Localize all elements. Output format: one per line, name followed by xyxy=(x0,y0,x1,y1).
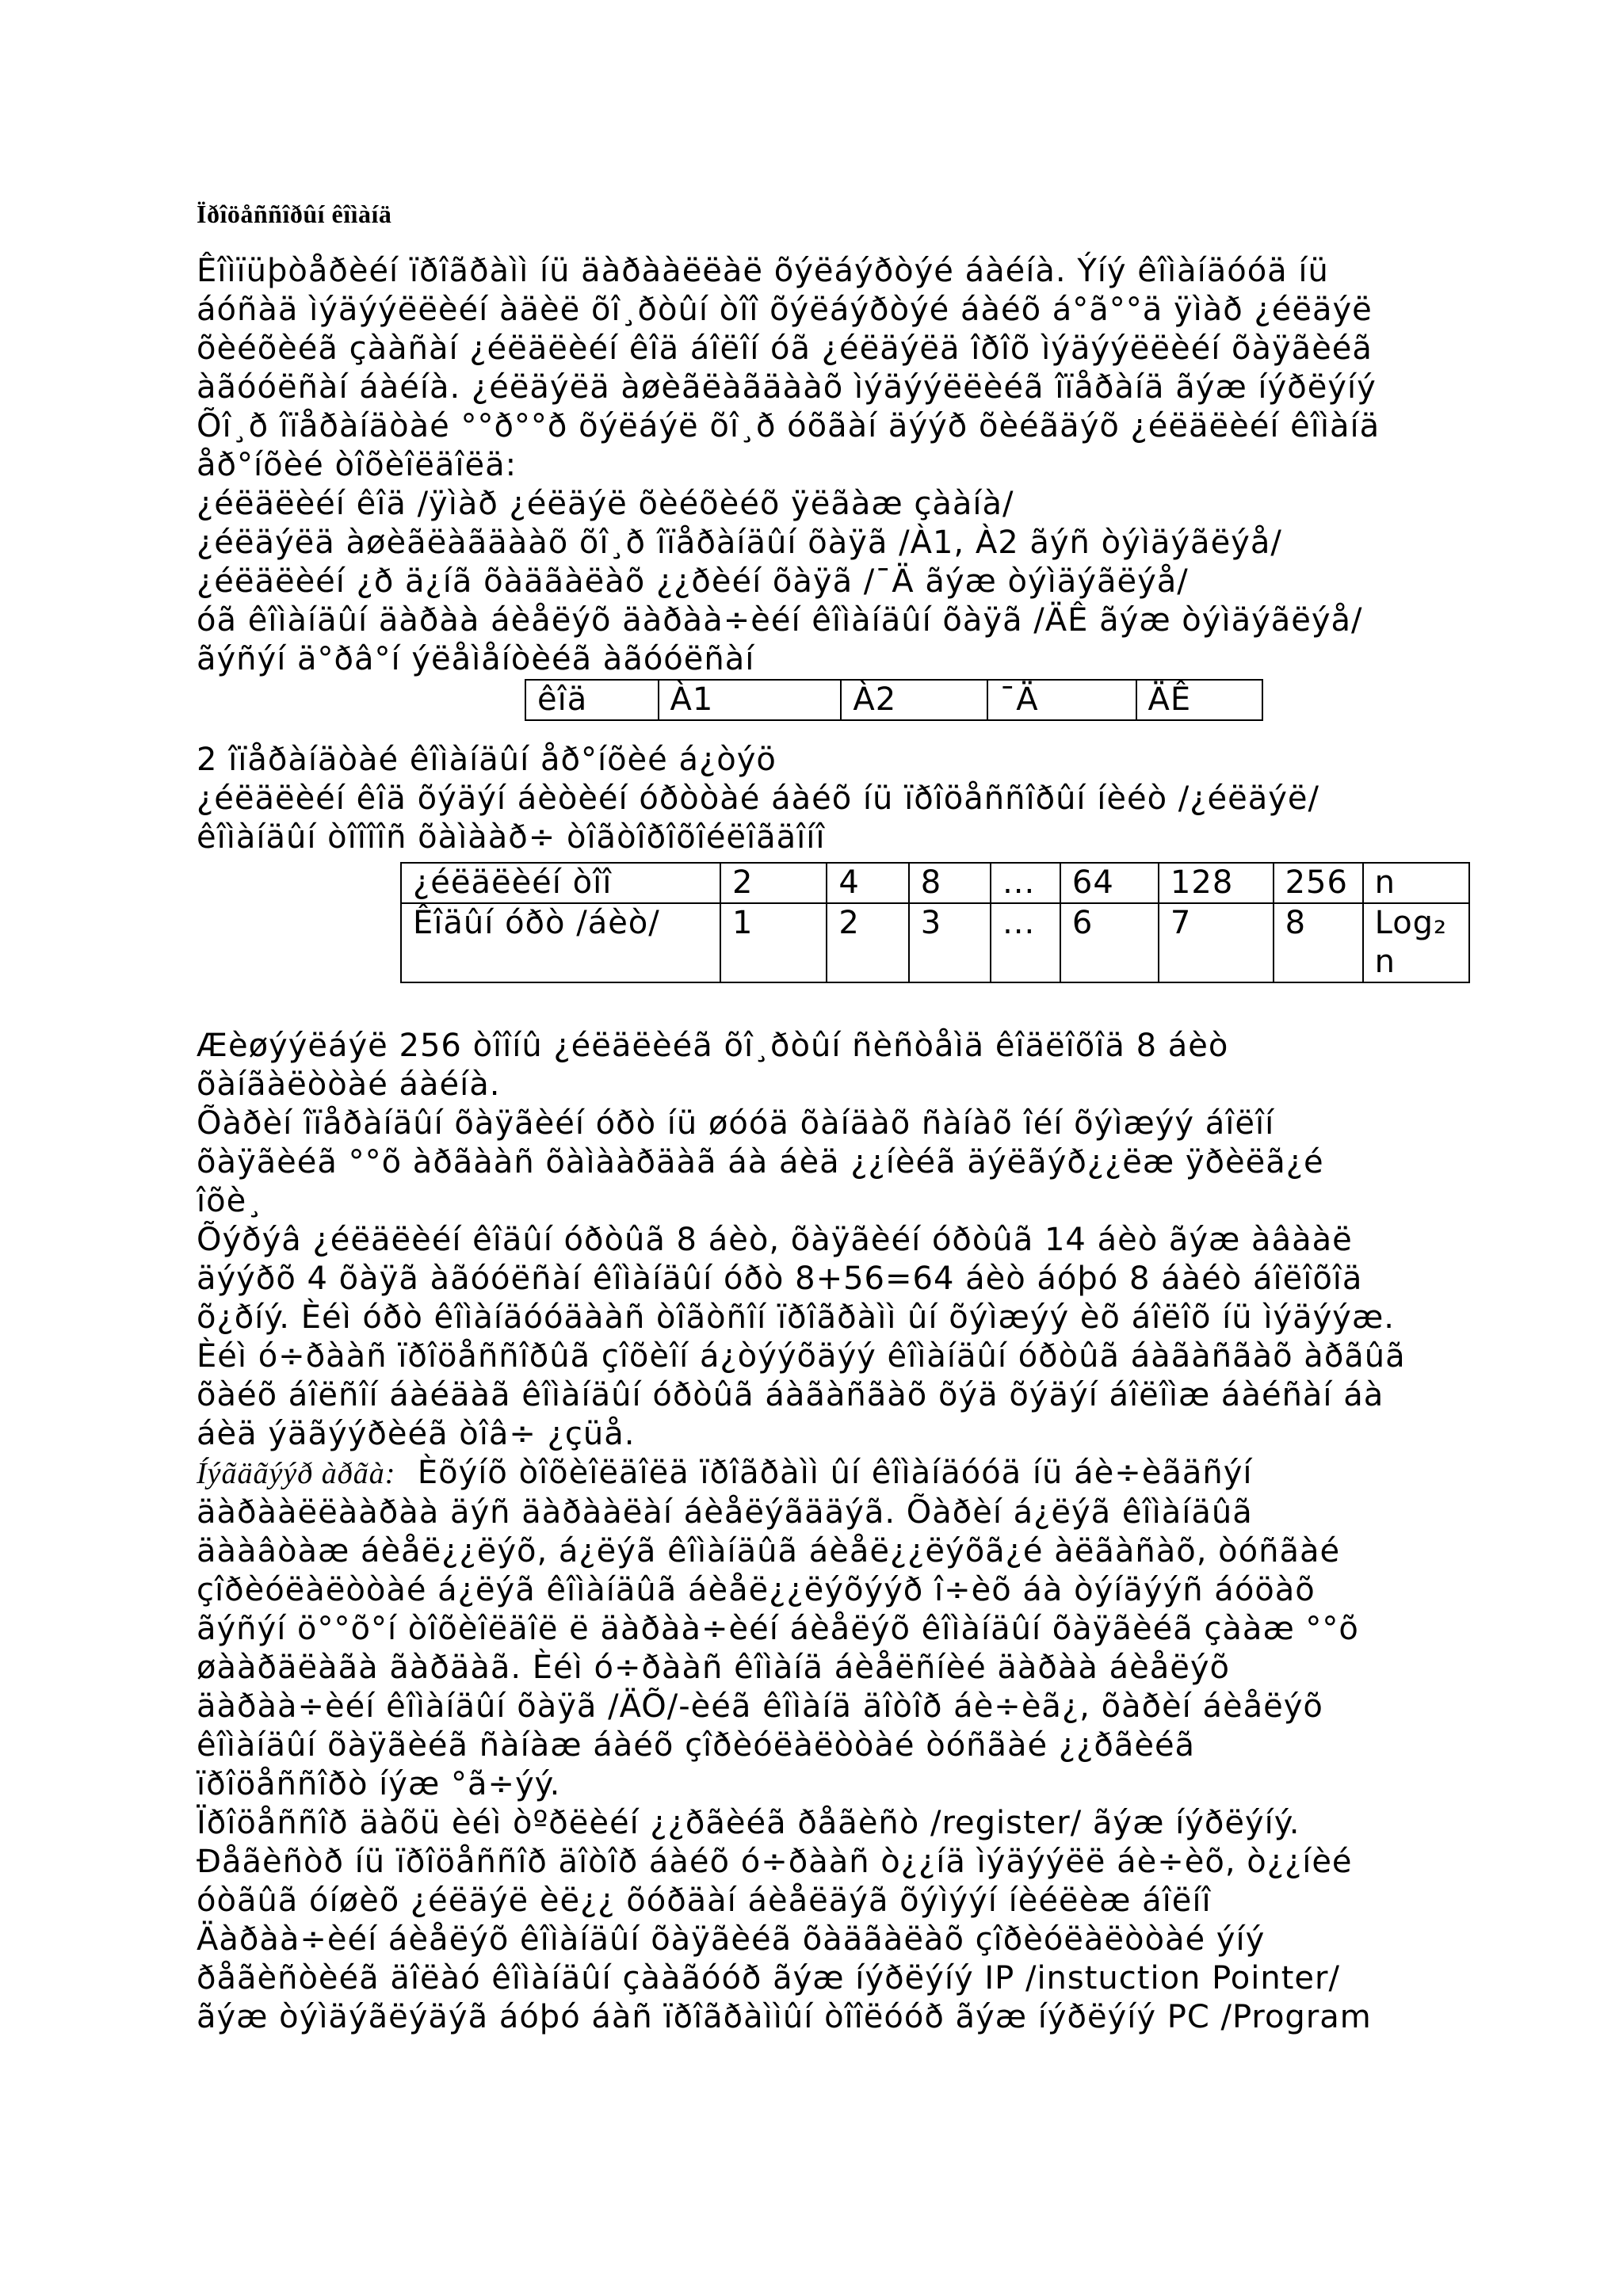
table-cell: 2 xyxy=(827,903,908,982)
paragraph-instructions-intro xyxy=(197,252,1536,679)
table-row xyxy=(401,863,1469,903)
text-line: ¿éëäëèéí êîä õýäýí áèòèéí óðòòàé áàéõ íü ïðîöåññîðûí íèéò /¿éëäýë/ xyxy=(197,780,1319,817)
text-line: ¿éëäëèéí ¿ð ä¿íã õàäãàëàõ ¿¿ðèéí õàÿã /¯Ä ãýæ òýìäýãëýå/ xyxy=(197,563,1189,600)
text-line: Ïðîöåññîð äàõü èéì òºðëèéí ¿¿ðãèéã ðåãèñò /register/ ãýæ íýðëýíý. xyxy=(197,1805,1300,1841)
table-cell: 6 xyxy=(1060,903,1159,982)
table-cell: 128 xyxy=(1159,863,1274,903)
text-line: îõè¸ xyxy=(197,1183,264,1219)
table-cell: ÄÊ xyxy=(1136,680,1262,720)
text-line: äàðàà÷èéí êîìàíäûí õàÿã /ÄÕ/-èéã êîìàíä äîòîð áè÷èã¿, õàðèí áèåëýõ xyxy=(197,1688,1323,1725)
text-line: Õàðèí îïåðàíäûí õàÿãèéí óðò íü øóóä õàíäàõ ñàíàõ îéí õýìæýý áîëîí xyxy=(197,1105,1275,1142)
text-line: õàíãàëòòàé áàéíà. xyxy=(197,1066,501,1103)
text-line: Æèøýýëáýë 256 òîîíû ¿éëäëèéã õî¸ðòûí ñèñòåìä êîäëîõîä 8 áèò xyxy=(197,1028,1229,1064)
text-line: êîìàíäûí õàÿãèéã ñàíàæ áàéõ çîðèóëàëòòàé òóñãàé ¿¿ðãèéã xyxy=(197,1727,1196,1764)
page-title: Ïðîöåññîðûí êîìàíä xyxy=(197,200,392,228)
table-cell: Log₂ n xyxy=(1363,903,1469,982)
table-cell: 2 xyxy=(720,863,827,903)
text-line: Êîìïüþòåðèéí ïðîãðàìì íü äàðààëëàë õýëáýðòýé áàéíà. Ýíý êîìàíäóóä íü xyxy=(197,253,1329,289)
text-line: áèä ýäãýýðèéã òîâ÷ ¿çüå. xyxy=(197,1416,636,1452)
text-line: õàéõ áîëñîí áàéäàã êîìàíäûí óðòûã áàãàñãàõ õýä õýäýí áîëîìæ áàéñàí áà xyxy=(197,1377,1384,1413)
text-line: õàÿãèéã °°õ àðãààñ õàìààðäàã áà áèä ¿¿íèéã äýëãýð¿¿ëæ ÿðèëã¿é xyxy=(197,1144,1324,1180)
text-line: ¿éëäëèéí êîä /ÿìàð ¿éëäýë õèéõèéõ ÿëãàæ çààíà/ xyxy=(197,486,1014,522)
text-line: Õýðýâ ¿éëäëèéí êîäûí óðòûã 8 áèò, õàÿãèéí óðòûã 14 áèò ãýæ àâààë xyxy=(197,1222,1353,1258)
text-line: äýýðõ 4 õàÿã àãóóëñàí êîìàíäûí óðò 8+56=64 áèò áóþó 8 áàéò áîëîõîä xyxy=(197,1261,1363,1297)
text-line: äààâòàæ áèåë¿¿ëýõ, á¿ëýã êîìàíäûã áèåë¿¿ëýõã¿é àëãàñàõ, òóñãàé xyxy=(197,1533,1341,1569)
text-line: áóñàä ìýäýýëëèéí àäèë õî¸ðòûí òîî õýëáýðòýé áàéõ á°ã°°ä ÿìàð ¿éëäýë xyxy=(197,292,1373,328)
text-line: øààðäëàãà ãàðäàã. Èéì ó÷ðààñ êîìàíä áèåëñíèé äàðàà áèåëýõ xyxy=(197,1650,1231,1686)
table-cell: 8 xyxy=(1274,903,1363,982)
text-line: ðåãèñòèéã äîëàó êîìàíäûí çààãóóð ãýæ íýðëýíý IP /instuction Pointer/ xyxy=(197,1960,1340,1997)
text-line: ïðîöåññîðò íýæ °ã÷ýý. xyxy=(197,1766,561,1802)
text-line: çîðèóëàëòòàé á¿ëýã êîìàíäûã áèåë¿¿ëýõýýð î÷èõ áà òýíäýýñ áóöàõ xyxy=(197,1572,1316,1608)
text-line: Ðåãèñòð íü ïðîöåññîð äîòîð áàéõ ó÷ðààñ ò¿¿íä ìýäýýëë áè÷èõ, ò¿¿íèé xyxy=(197,1844,1353,1880)
table-cell: ¯Ä xyxy=(987,680,1136,720)
instruction-format-table xyxy=(525,679,1263,721)
text-line xyxy=(197,1454,1536,1493)
text-line: óòãûã óíøèõ ¿éëäýë èë¿¿ õóðäàí áèåëäýã õýìýýí íèéëèæ áîëíî xyxy=(197,1882,1212,1919)
table-row xyxy=(401,903,1469,982)
opcode-length-table xyxy=(400,862,1470,983)
table-cell: 8 xyxy=(909,863,991,903)
table-cell: Êîäûí óðò /áèò/ xyxy=(401,903,720,982)
table-row xyxy=(525,680,1262,720)
table-cell: 4 xyxy=(827,863,908,903)
table-cell: ... xyxy=(991,903,1060,982)
table-cell: À1 xyxy=(659,680,842,720)
text-line: àãóóëñàí áàéíà. ¿éëäýëä àøèãëàãäààõ ìýäýýëëèéã îïåðàíä ãýæ íýðëýíý xyxy=(197,369,1377,406)
table-cell: 256 xyxy=(1274,863,1363,903)
text-line: Õî¸ð îïåðàíäòàé °°ð°°ð õýëáýë õî¸ð óõãàí äýýð õèéãäýõ ¿éëäëèéí êîìàíä xyxy=(197,408,1381,444)
text-line: ãýæ òýìäýãëýäýã áóþó áàñ ïðîãðàììûí òîîëóóð ãýæ íýðëýíý PC /Program xyxy=(197,1999,1372,2035)
text-line: ¿éëäýëä àøèãëàãäààõ õî¸ð îïåðàíäûí õàÿã /À1, À2 ãýñ òýìäýãëýå/ xyxy=(197,524,1282,561)
text-line: êîìàíäûí òîîîîñ õàìààð÷ òîãòîðîõîéëîãäîíî xyxy=(197,819,826,856)
text-line: õ¿ðíý. Èéì óðò êîìàíäóóäààñ òîãòñîí ïðîãðàìì ûí õýìæýý èõ áîëîõ íü ìýäýýæ. xyxy=(197,1299,1395,1336)
table-cell: ... xyxy=(991,863,1060,903)
paragraph-instruction-size xyxy=(197,1027,1536,1454)
table-cell: 3 xyxy=(909,903,991,982)
text-line: 2 îïåðàíäòàé êîìàíäûí åð°íõèé á¿òýö xyxy=(197,742,777,778)
note-label: Íýãäãýýð àðãà: xyxy=(197,1457,396,1490)
table-cell: 1 xyxy=(720,903,827,982)
text-line: Èéì ó÷ðààñ ïðîöåññîðûã çîõèîí á¿òýýõäýý êîìàíäûí óðòûã áàãàñãàõ àðãûã xyxy=(197,1338,1406,1375)
table-cell: 7 xyxy=(1159,903,1274,982)
text-line: Äàðàà÷èéí áèåëýõ êîìàíäûí õàÿãèéã õàäãàëàõ çîðèóëàëòòàé ýíý xyxy=(197,1921,1266,1958)
paragraph-first-method xyxy=(197,1454,1536,2037)
paragraph-opcode-length xyxy=(197,741,1536,857)
table-cell: 64 xyxy=(1060,863,1159,903)
note-text: Èõýíõ òîõèîëäîëä ïðîãðàìì ûí êîìàíäóóä íü áè÷èãäñýí xyxy=(417,1455,1253,1491)
text-line: äàðààëëààðàà äýñ äàðààëàí áèåëýãääýã. Õàðèí á¿ëýã êîìàíäûã xyxy=(197,1494,1253,1531)
table-cell: ¿éëäëèéí òîî xyxy=(401,863,720,903)
text-line: ãýñýí ä°ðâ°í ýëåìåíòèéã àãóóëñàí xyxy=(197,641,755,677)
table-cell: À2 xyxy=(841,680,987,720)
table-cell: êîä xyxy=(525,680,659,720)
table-cell: n xyxy=(1363,863,1469,903)
text-line: åð°íõèé òîõèîëäîëä: xyxy=(197,447,517,483)
text-line: õèéõèéã çààñàí ¿éëäëèéí êîä áîëîí óã ¿éëäýëä îðîõ ìýäýýëëèéí õàÿãèéã xyxy=(197,330,1373,367)
text-line: óã êîìàíäûí äàðàà áèåëýõ äàðàà÷èéí êîìàíäûí õàÿã /ÄÊ ãýæ òýìäýãëýå/ xyxy=(197,602,1363,639)
text-line: ãýñýí ö°°õ°í òîõèîëäîë ë äàðàà÷èéí áèåëýõ êîìàíäûí õàÿãèéã çààæ °°õ xyxy=(197,1611,1359,1647)
